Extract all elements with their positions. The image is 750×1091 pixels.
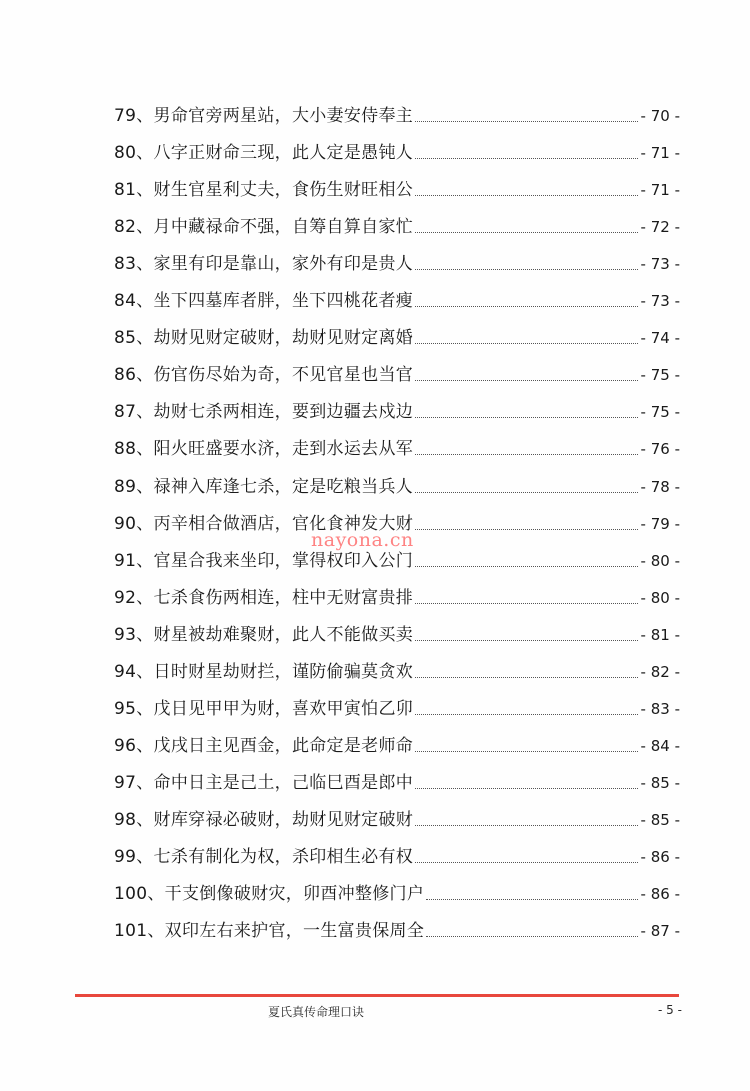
- toc-entry-number: 85、: [114, 328, 154, 349]
- toc-dot-leader: [415, 380, 638, 381]
- toc-entry-page: - 80 -: [640, 551, 680, 570]
- toc-entry-title: 月中藏禄命不强，自筹自算自家忙: [153, 217, 414, 238]
- toc-entry-title: 财库穿禄必破财，劫财见财定破财: [153, 809, 414, 830]
- toc-entry-title: 财星被劫难聚财，此人不能做买卖: [153, 624, 414, 645]
- toc-entry-number: 89、: [114, 476, 154, 497]
- toc-entry[interactable]: [114, 905, 680, 942]
- toc-entry-number: 100、: [114, 884, 165, 905]
- toc-entry-page: - 85 -: [640, 773, 680, 792]
- toc-entry-number: 93、: [114, 624, 154, 645]
- toc-entry-number: 84、: [114, 291, 154, 312]
- toc-entry-page: - 78 -: [640, 477, 680, 496]
- toc-entry-page: - 85 -: [640, 810, 680, 829]
- toc-entry-page: - 72 -: [640, 218, 680, 237]
- toc-entry-title: 七杀有制化为权，杀印相生必有权: [153, 846, 414, 867]
- toc-entry-number: 98、: [114, 809, 154, 830]
- toc-dot-leader: [415, 306, 638, 307]
- toc-entry-title: 禄神入库逢七杀，定是吃粮当兵人: [153, 476, 414, 497]
- watermark: nayona.cn: [311, 529, 414, 551]
- toc-entry-title: 戊戌日主见酉金，此命定是老师命: [153, 735, 414, 756]
- toc-entry-page: - 84 -: [640, 736, 680, 755]
- toc-dot-leader: [415, 566, 638, 567]
- toc-entry-number: 95、: [114, 698, 154, 719]
- toc-entry-page: - 74 -: [640, 329, 680, 348]
- toc-entry[interactable]: [114, 127, 680, 164]
- toc-entry-page: - 87 -: [640, 922, 680, 941]
- toc-entry[interactable]: [114, 201, 680, 238]
- toc-entry-title: 戊日见甲甲为财，喜欢甲寅怕乙卯: [153, 698, 414, 719]
- toc-dot-leader: [415, 677, 638, 678]
- toc-entry[interactable]: [114, 312, 680, 349]
- toc-entry-title: 阳火旺盛要水济，走到水运去从军: [153, 439, 414, 460]
- toc-entry-page: - 80 -: [640, 588, 680, 607]
- toc-entry-page: - 86 -: [640, 885, 680, 904]
- toc-entry-number: 94、: [114, 661, 154, 682]
- toc-entry[interactable]: [114, 831, 680, 868]
- toc-entry-title: 日时财星劫财拦，谨防偷骗莫贪欢: [153, 661, 414, 682]
- toc-entry-title: 丙辛相合做酒店，官化食神发大财: [153, 513, 414, 534]
- toc-dot-leader: [415, 454, 638, 455]
- toc-entry-page: - 71 -: [640, 181, 680, 200]
- toc-entry-title: 伤官伤尽始为奇，不见官星也当官: [153, 365, 414, 386]
- toc-dot-leader: [415, 343, 638, 344]
- toc-entry[interactable]: [114, 646, 680, 683]
- table-of-contents: [114, 90, 680, 942]
- toc-entry-number: 101、: [114, 921, 165, 942]
- toc-entry-page: - 75 -: [640, 403, 680, 422]
- toc-dot-leader: [415, 492, 638, 493]
- footer-divider: [75, 994, 679, 997]
- toc-entry-title: 劫财见财定破财，劫财见财定离婚: [153, 328, 414, 349]
- toc-dot-leader: [415, 714, 638, 715]
- toc-entry-page: - 71 -: [640, 144, 680, 163]
- toc-entry-number: 96、: [114, 735, 154, 756]
- toc-dot-leader: [415, 269, 638, 270]
- toc-entry-number: 86、: [114, 365, 154, 386]
- toc-entry-number: 80、: [114, 143, 154, 164]
- toc-entry-number: 90、: [114, 513, 154, 534]
- toc-entry-title: 劫财七杀两相连，要到边疆去戍边: [153, 402, 414, 423]
- toc-dot-leader: [415, 158, 638, 159]
- toc-entry-title: 八字正财命三现，此人定是愚钝人: [153, 143, 414, 164]
- toc-entry[interactable]: [114, 460, 680, 497]
- toc-dot-leader: [415, 195, 638, 196]
- toc-entry-page: - 76 -: [640, 440, 680, 459]
- toc-entry-page: - 82 -: [640, 662, 680, 681]
- toc-entry-number: 83、: [114, 254, 154, 275]
- toc-entry-page: - 86 -: [640, 847, 680, 866]
- toc-entry-number: 99、: [114, 846, 154, 867]
- toc-entry-number: 92、: [114, 587, 154, 608]
- toc-entry-title: 男命官旁两星站，大小妻安侍奉主: [153, 106, 414, 127]
- toc-dot-leader: [415, 417, 638, 418]
- toc-entry[interactable]: [114, 164, 680, 201]
- toc-dot-leader: [415, 640, 638, 641]
- toc-dot-leader: [415, 529, 638, 530]
- toc-entry-page: - 81 -: [640, 625, 680, 644]
- toc-entry-title: 坐下四墓库者胖，坐下四桃花者瘦: [153, 291, 414, 312]
- toc-entry[interactable]: [114, 757, 680, 794]
- toc-entry-page: - 73 -: [640, 255, 680, 274]
- toc-dot-leader: [415, 825, 638, 826]
- toc-entry-page: - 75 -: [640, 366, 680, 385]
- toc-entry-number: 91、: [114, 550, 154, 571]
- toc-entry-title: 家里有印是靠山，家外有印是贵人: [153, 254, 414, 275]
- toc-entry-title: 七杀食伤两相连，柱中无财富贵排: [153, 587, 414, 608]
- toc-entry-number: 87、: [114, 402, 154, 423]
- toc-entry[interactable]: [114, 238, 680, 275]
- toc-entry-title: 命中日主是己土，己临巳酉是郎中: [153, 772, 414, 793]
- toc-entry-number: 88、: [114, 439, 154, 460]
- toc-entry-title: 官星合我来坐印，掌得权印入公门: [153, 550, 414, 571]
- toc-dot-leader: [415, 751, 638, 752]
- toc-entry[interactable]: [114, 868, 680, 905]
- toc-entry-page: - 73 -: [640, 292, 680, 311]
- toc-dot-leader: [415, 862, 638, 863]
- toc-dot-leader: [426, 899, 637, 900]
- toc-entry[interactable]: [114, 720, 680, 757]
- toc-entry-number: 79、: [114, 106, 154, 127]
- toc-dot-leader: [415, 603, 638, 604]
- toc-entry-title: 双印左右来护官，一生富贵保周全: [164, 921, 425, 942]
- toc-entry-title: 财生官星利丈夫，食伤生财旺相公: [153, 180, 414, 201]
- toc-entry-page: - 70 -: [640, 107, 680, 126]
- toc-entry[interactable]: [114, 90, 680, 127]
- toc-entry[interactable]: [114, 386, 680, 423]
- toc-dot-leader: [415, 232, 638, 233]
- footer-page-number: - 5 -: [658, 1003, 682, 1017]
- toc-dot-leader: [426, 936, 637, 937]
- toc-entry[interactable]: [114, 349, 680, 386]
- toc-entry-page: - 79 -: [640, 514, 680, 533]
- toc-entry-number: 82、: [114, 217, 154, 238]
- footer-title: 夏氏真传命理口诀: [268, 1005, 365, 1019]
- toc-dot-leader: [415, 121, 638, 122]
- toc-entry[interactable]: [114, 423, 680, 460]
- toc-dot-leader: [415, 788, 638, 789]
- toc-entry[interactable]: [114, 683, 680, 720]
- toc-entry-title: 干支倒像破财灾，卯酉冲整修门户: [164, 884, 425, 905]
- toc-entry[interactable]: [114, 572, 680, 609]
- toc-entry[interactable]: [114, 275, 680, 312]
- toc-entry-page: - 83 -: [640, 699, 680, 718]
- toc-entry-number: 81、: [114, 180, 154, 201]
- toc-entry-number: 97、: [114, 772, 154, 793]
- toc-entry[interactable]: [114, 609, 680, 646]
- toc-entry[interactable]: [114, 794, 680, 831]
